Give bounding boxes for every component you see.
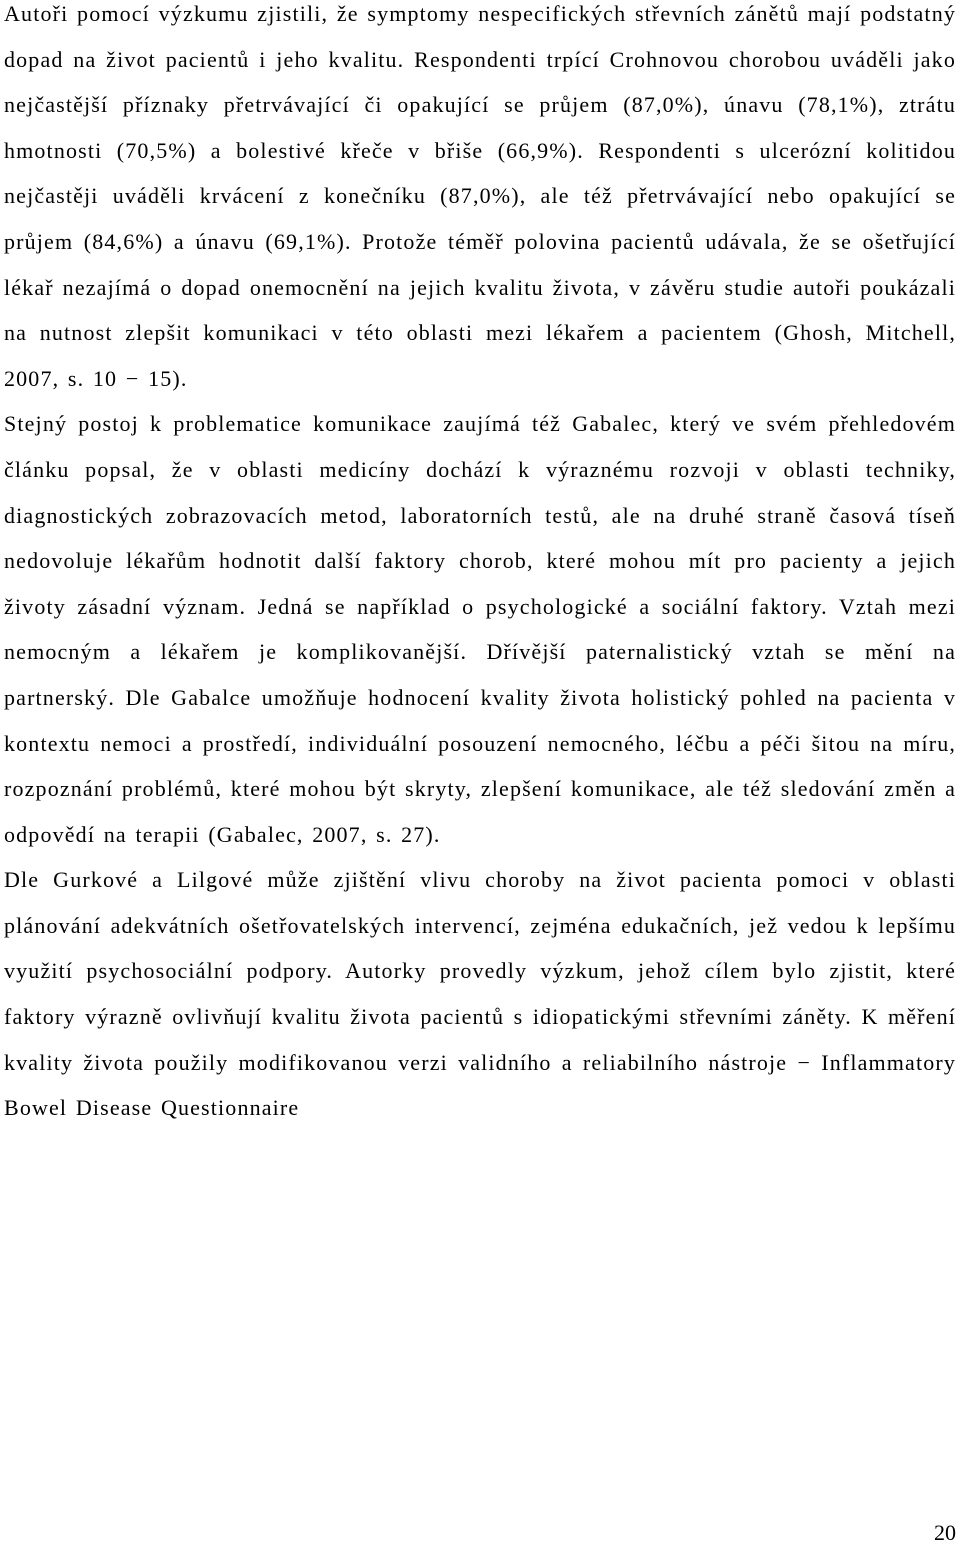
page-number: 20 (934, 1520, 956, 1545)
paragraph-2: Stejný postoj k problematice komunikace zaujímá též Gabalec, který ve svém přehledovém článku popsal, že v oblasti medicíny dochází k výraznému rozvoji v oblasti techniky, diagnostických zobrazovacích metod, laboratorních testů, ale na druhé straně časová tíseň nedovoluje lékařům hodnotit další faktory chorob, které mohou mít pro pacienty a jejich životy zásadní význam. Jedná se například o psychologické a sociální faktory. Vztah mezi nemocným a lékařem je komplikovanější. Dřívější paternalistický vztah se mění na partnerský. Dle Gabalce umožňuje hodnocení kvality života holistický pohled na pacienta v kontextu nemoci a prostředí, individuální posouzení nemocného, léčbu a péči šitou na míru, rozpoznání problémů, které mohou být skryty, zlepšení komunikace, ale též sledování změn a odpovědí na terapii (Gabalec, 2007, s. 27). (4, 411, 956, 847)
paragraph-3: Dle Gurkové a Lilgové může zjištění vlivu choroby na život pacienta pomoci v oblasti plánování adekvátních ošetřovatelských intervencí, zejména edukačních, jež vedou k lepšímu využití psychosociální podpory. Autorky provedly výzkum, jehož cílem bylo zjistit, které faktory výrazně ovlivňují kvalitu života pacientů s idiopatickými střevními záněty. K měření kvality života použily modifikovanou verzi validního a reliabilního nástroje − Inflammatory Bowel Disease Questionnaire (4, 867, 956, 1121)
paragraph-1: Autoři pomocí výzkumu zjistili, že symptomy nespecifických střevních zánětů mají podstatný dopad na život pacientů i jeho kvalitu. Respondenti trpící Crohnovou chorobou uváděli jako nejčastější příznaky přetrvávající či opakující se průjem (87,0%), únavu (78,1%), ztrátu hmotnosti (70,5%) a bolestivé křeče v břiše (66,9%). Respondenti s ulcerózní kolitidou nejčastěji uváděli krvácení z konečníku (87,0%), ale též přetrvávající nebo opakující se průjem (84,6%) a únavu (69,1%). Protože téměř polovina pacientů udávala, že se ošetřující lékař nezajímá o dopad onemocnění na jejich kvalitu života, v závěru studie autoři poukázali na nutnost zlepšit komunikaci v této oblasti mezi lékařem a pacientem (Ghosh, Mitchell, 2007, s. 10 − 15). (4, 1, 956, 391)
